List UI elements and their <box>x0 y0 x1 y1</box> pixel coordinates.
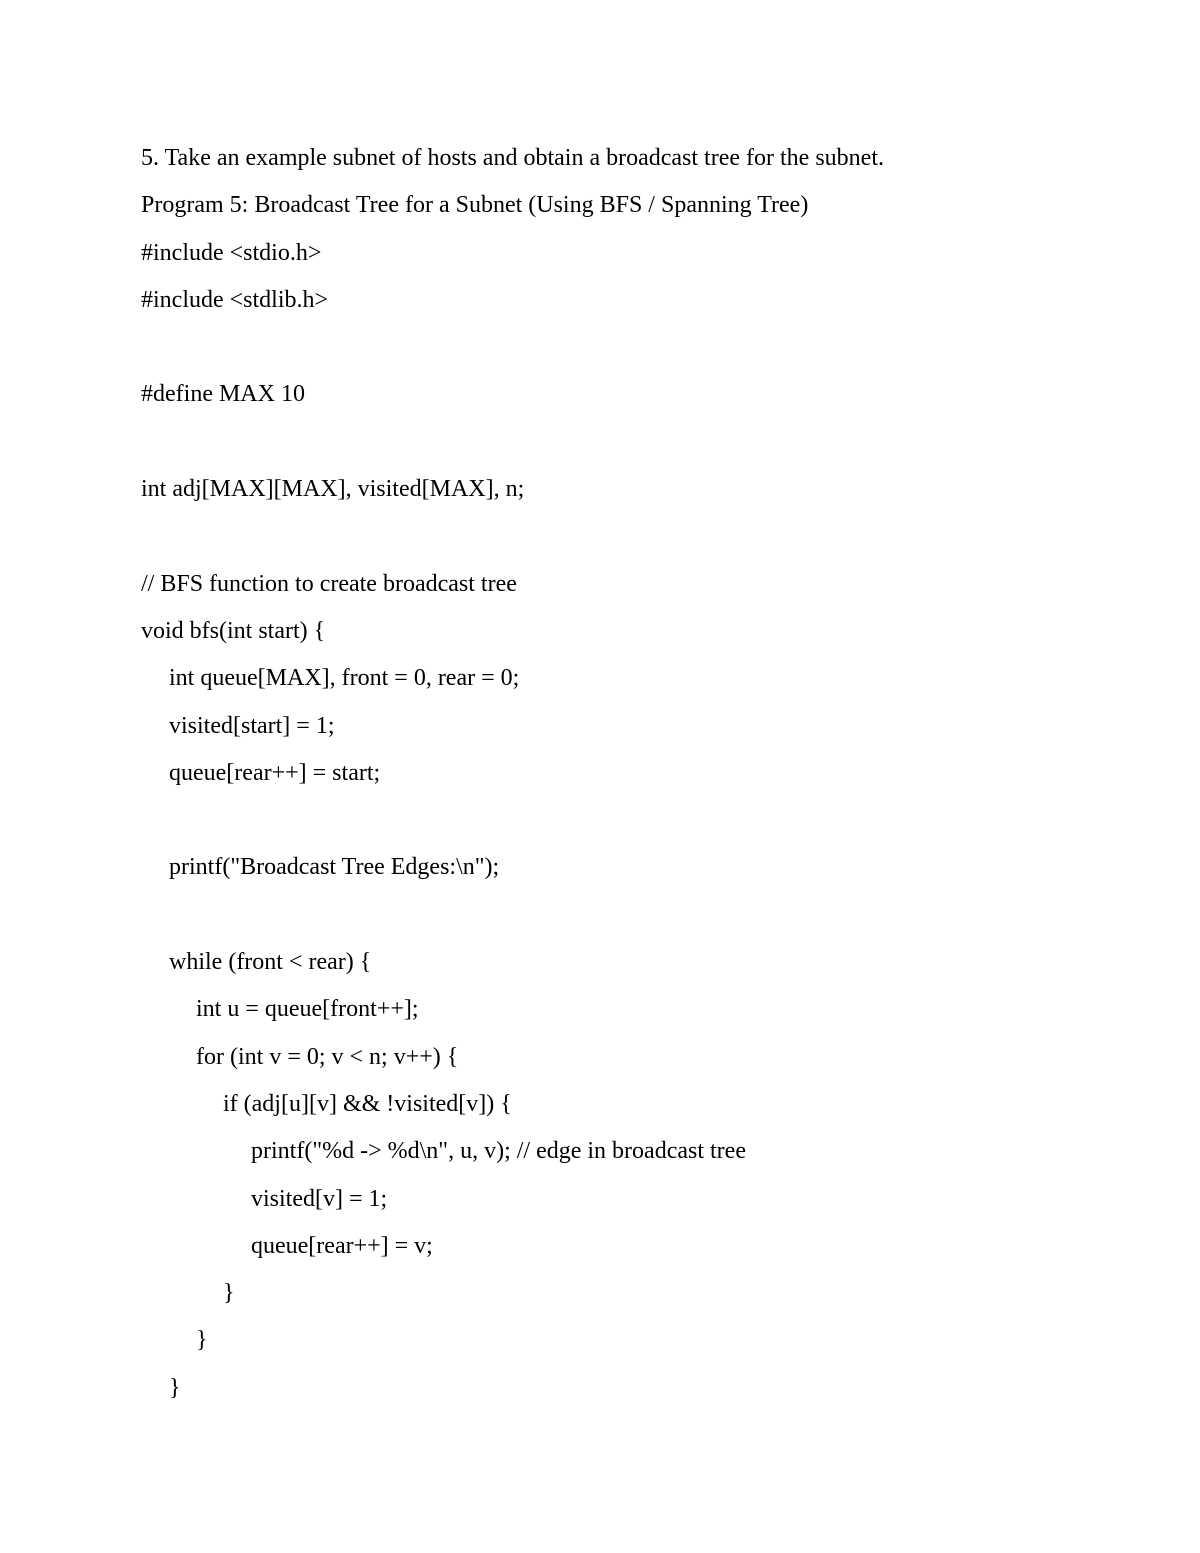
code-blank-line <box>141 895 1141 942</box>
code-line: queue[rear++] = v; <box>251 1232 433 1259</box>
question-text: 5. Take an example subnet of hosts and obtain a broadcast tree for the subnet. <box>141 145 884 171</box>
code-blank-line <box>141 800 1141 847</box>
code-comment: // BFS function to create broadcast tree <box>141 570 517 597</box>
code-line: printf("Broadcast Tree Edges:\n"); <box>169 854 500 881</box>
code-line: #define MAX 10 <box>141 381 305 408</box>
document-body <box>141 138 1141 1415</box>
code-line: } <box>169 1374 181 1401</box>
program-title: Program 5: Broadcast Tree for a Subnet (Using BFS / Spanning Tree) <box>141 192 809 219</box>
code-line: for (int v = 0; v < n; v++) { <box>196 1043 459 1070</box>
code-line: } <box>223 1280 235 1307</box>
code-line: int adj[MAX][MAX], visited[MAX], n; <box>141 476 525 503</box>
code-line: while (front < rear) { <box>169 949 372 976</box>
code-line: int u = queue[front++]; <box>196 996 419 1023</box>
code-line: if (adj[u][v] && !visited[v]) { <box>223 1090 512 1117</box>
code-line: int queue[MAX], front = 0, rear = 0; <box>169 665 520 692</box>
code-line: queue[rear++] = start; <box>169 759 381 786</box>
code-blank-line <box>141 327 1141 374</box>
code-line: } <box>196 1327 208 1354</box>
code-line: printf("%d -> %d\n", u, v); // edge in broadcast tree <box>251 1138 746 1165</box>
code-blank-line <box>141 422 1141 469</box>
code-line: visited[v] = 1; <box>251 1185 388 1212</box>
code-blank-line <box>141 516 1141 563</box>
code-line: void bfs(int start) { <box>141 617 326 644</box>
code-line: #include <stdio.h> <box>141 239 322 266</box>
code-line: visited[start] = 1; <box>169 712 335 739</box>
code-line: #include <stdlib.h> <box>141 286 329 313</box>
